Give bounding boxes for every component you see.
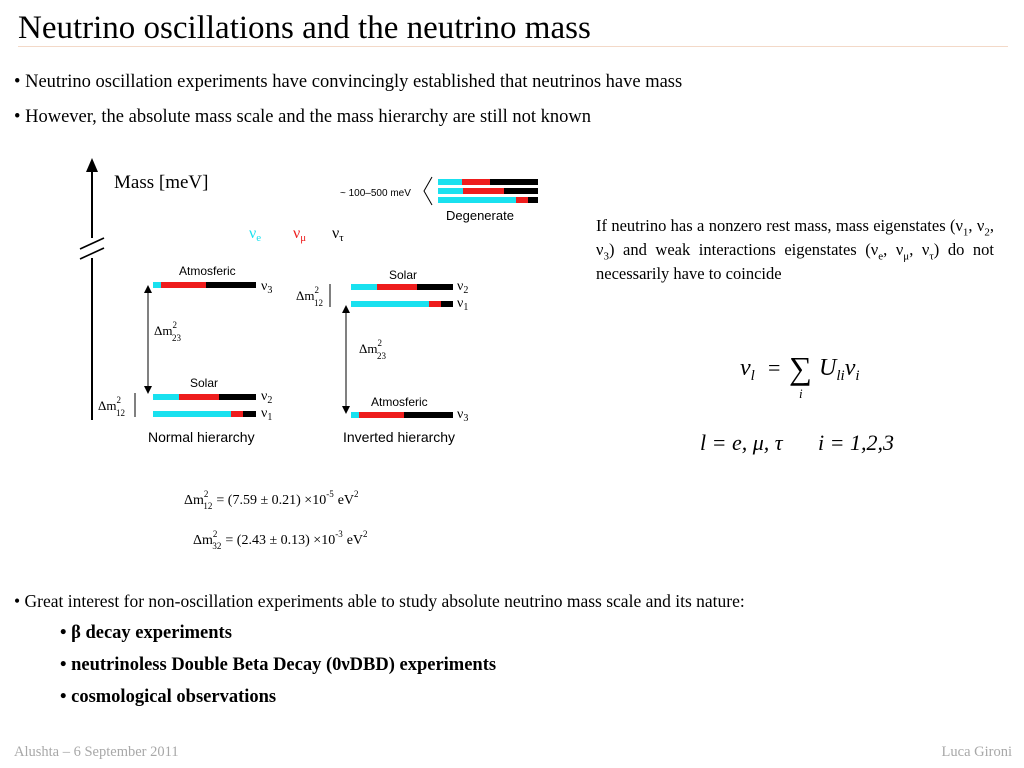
legend-nu-mu: νμ — [293, 225, 307, 244]
formula-index-range: i = 1,2,3 — [818, 430, 894, 455]
formula-sum: ∑ — [789, 350, 812, 386]
inverted-dm23-label: $\Delta m^2$ 23 — [359, 338, 386, 361]
inverted-atmosferic-label: Atmosferic — [371, 395, 428, 409]
normal-dm12-label: $\Delta m^2$ 12 — [98, 395, 125, 418]
inverted-solar-label: Solar — [389, 268, 418, 282]
formula-lhs: $\nu_l$ — [740, 355, 755, 384]
formula-equals: = — [768, 355, 781, 380]
inverted-label-nu2: $\nu_2$ — [457, 279, 469, 296]
inverted-label-nu1: $\nu_1$ — [457, 296, 469, 313]
sub-bullet-cosmology: • cosmological observations — [60, 687, 277, 707]
formula-sum-index: i — [799, 386, 803, 401]
sub-bullet-0vdbd: • neutrinoless Double Beta Decay (0νDBD) experiments — [60, 655, 497, 675]
inverted-label-nu3: $\nu_3$ — [457, 407, 469, 424]
sub-bullet-beta-decay: • β decay experiments — [60, 623, 232, 643]
bullet-oscillation-established: • Neutrino oscillation experiments have convincingly established that neutrinos have mass — [14, 72, 683, 92]
normal-hierarchy-label: Normal hierarchy — [148, 429, 255, 445]
footer-venue-date: Alushta – 6 September 2011 — [14, 744, 179, 760]
normal-label-nu1: $\nu_1$ — [261, 406, 273, 423]
degenerate-range: ~ 100–500 meV — [340, 188, 411, 199]
slide-title: Neutrino oscillations and the neutrino mass — [18, 10, 591, 46]
normal-label-nu2: $\nu_2$ — [261, 389, 273, 406]
footer-author: Luca Gironi — [941, 744, 1012, 760]
normal-dm23-label: $\Delta m^2$ 23 — [154, 320, 181, 343]
dm12-measurement: $\Delta m^2$ $12 = (7.59 \pm 0.21) \times 10^{-5}$ $eV^2$ — [184, 489, 359, 511]
normal-atmosferic-label: Atmosferic — [179, 264, 236, 278]
legend-nu-tau: ντ — [332, 225, 344, 244]
mass-axis-label: Mass [meV] — [114, 172, 209, 193]
dm32-measurement: $\Delta m^2$ $32 = (2.43 \pm 0.13) \times 10^{-3}$ $eV^2$ — [193, 529, 368, 551]
inverted-dm12-label: $\Delta m^2$ 12 — [296, 285, 323, 308]
normal-label-nu3: $\nu_3$ — [261, 279, 273, 296]
degenerate-label: Degenerate — [446, 208, 514, 223]
formula-rhs: $U_{li}\nu_i$ — [819, 355, 860, 384]
inverted-hierarchy-label: Inverted hierarchy — [343, 429, 456, 445]
mixing-explanation: If neutrino has a nonzero rest mass, mass eigenstates ($\nu_1$, $\nu_2$, $\nu_3$) and weak interactions eigenstates ($\nu_e$, $\nu_\mu$, $\nu_\tau$) do not necessarily have to coincide — [596, 216, 994, 283]
bullet-non-oscillation: • Great interest for non-oscillation experiments able to study absolute neutrino mass scale and its nature: — [14, 591, 745, 611]
formula-flavor-range: l = e, μ, τ — [700, 430, 783, 455]
bullet-mass-scale-unknown: • However, the absolute mass scale and the mass hierarchy are still not known — [14, 107, 592, 127]
legend-nu-e: νe — [249, 225, 262, 244]
normal-solar-label: Solar — [190, 376, 219, 390]
